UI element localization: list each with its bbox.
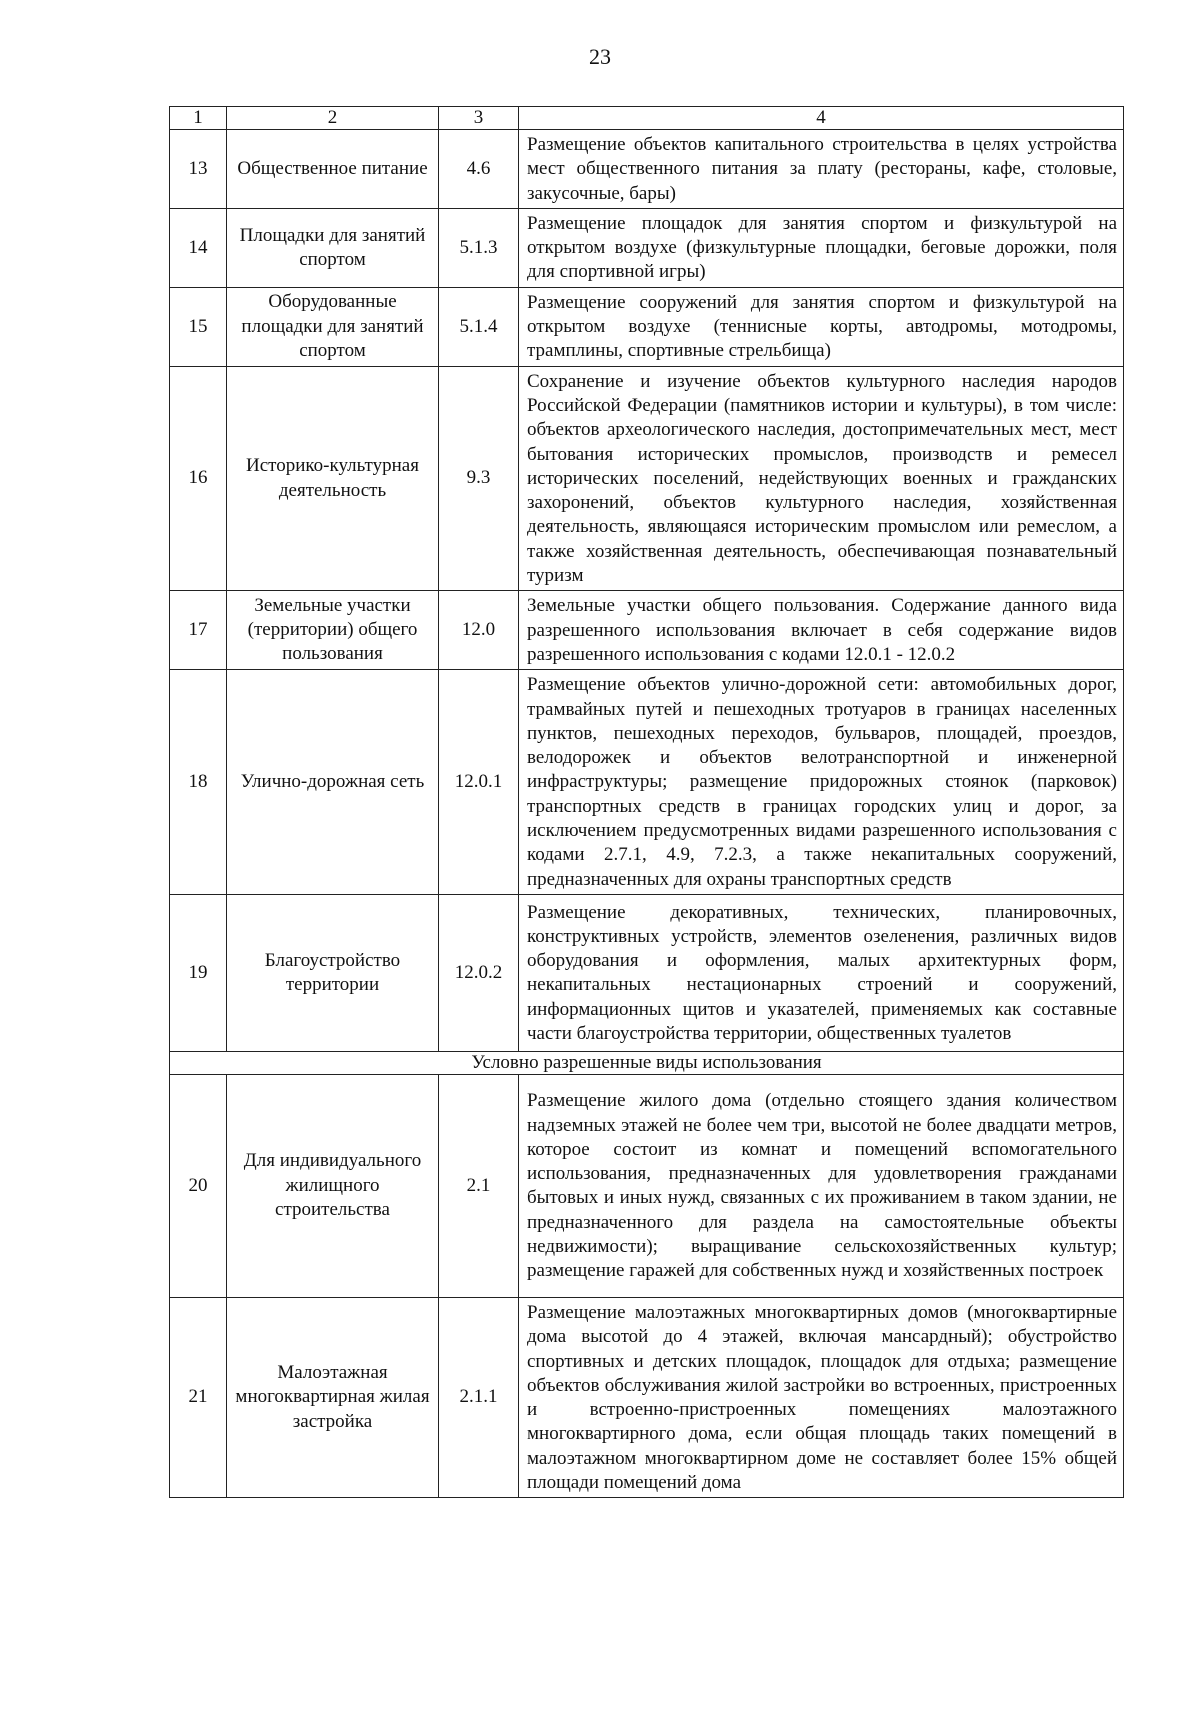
table-row — [170, 1074, 1124, 1297]
use-description: Размещение декоративных, технических, планировочных, конструктивных устройств, элементов озеленения, различных видов оборудования и оформления, малых архитектурных форм, некапитальных нестационарных строений и сооружений, информационных щитов и указателей, применяемых как составные части благоустройства территории, общественных туалетов — [519, 894, 1124, 1051]
use-name: Оборудованные площадки для занятий спортом — [227, 287, 439, 366]
use-code: 5.1.4 — [439, 287, 519, 366]
use-code: 9.3 — [439, 366, 519, 591]
table-row — [170, 591, 1124, 670]
use-code: 2.1 — [439, 1074, 519, 1297]
use-description: Земельные участки общего пользования. Содержание данного вида разрешенного использования включает в себя содержание видов разрешенного использования с кодами 12.0.1 - 12.0.2 — [519, 591, 1124, 670]
table-row — [170, 130, 1124, 209]
column-header-4: 4 — [519, 107, 1124, 130]
use-name: Историко-культурная деятельность — [227, 366, 439, 591]
use-description: Размещение объектов капитального строительства в целях устройства мест общественного питания за плату (рестораны, кафе, столовые, закусочные, бары) — [519, 130, 1124, 209]
use-name: Благоустройство территории — [227, 894, 439, 1051]
column-header-3: 3 — [439, 107, 519, 130]
use-description: Размещение сооружений для занятия спортом и физкультурой на открытом воздухе (теннисные корты, автодромы, мотодромы, трамплины, спортивные стрельбища) — [519, 287, 1124, 366]
row-number: 21 — [170, 1297, 227, 1497]
row-number: 13 — [170, 130, 227, 209]
row-number: 17 — [170, 591, 227, 670]
row-number: 14 — [170, 208, 227, 287]
table-row — [170, 894, 1124, 1051]
column-header-2: 2 — [227, 107, 439, 130]
table-row — [170, 208, 1124, 287]
table-row — [170, 287, 1124, 366]
column-header-1: 1 — [170, 107, 227, 130]
use-description: Сохранение и изучение объектов культурного наследия народов Российской Федерации (памятников истории и культуры), в том числе: объектов археологического наследия, достопримечательных мест, мест бытования исторических промыслов, производств и ремесел исторических поселений, недействующих военных и гражданских захоронений, объектов культурного наследия, хозяйственная деятельность, являющаяся историческим промыслом или ремеслом, а также хозяйственная деятельность, обеспечивающая познавательный туризм — [519, 366, 1124, 591]
use-description: Размещение жилого дома (отдельно стоящего здания количеством надземных этажей не более чем три, высотой не более двадцати метров, которое состоит из комнат и помещений вспомогательного использования, предназначенных для удовлетворения гражданами бытовых и иных нужд, связанных с их проживанием в таком здании, не предназначенного для раздела на самостоятельные объекты недвижимости); выращивание сельскохозяйственных культур; размещение гаражей для собственных нужд и хозяйственных построек — [519, 1074, 1124, 1297]
use-name: Для индивидуального жилищного строительства — [227, 1074, 439, 1297]
row-number: 19 — [170, 894, 227, 1051]
row-number: 15 — [170, 287, 227, 366]
land-use-table — [169, 106, 1124, 1498]
use-code: 2.1.1 — [439, 1297, 519, 1497]
table-row — [170, 1297, 1124, 1497]
section-row — [170, 1051, 1124, 1074]
use-name: Малоэтажная многоквартирная жилая застройка — [227, 1297, 439, 1497]
page-number: 23 — [589, 44, 611, 69]
use-name: Земельные участки (территории) общего пользования — [227, 591, 439, 670]
use-code: 12.0 — [439, 591, 519, 670]
use-code: 12.0.2 — [439, 894, 519, 1051]
permitted-uses-group — [170, 130, 1124, 1052]
conditional-uses-group — [170, 1074, 1124, 1497]
use-description: Размещение объектов улично-дорожной сети: автомобильных дорог, трамвайных путей и пешеходных тротуаров в границах населенных пунктов, пешеходных переходов, бульваров, площадей, проездов, велодорожек и объектов велотранспортной и инженерной инфраструктуры; размещение придорожных стоянок (парковок) транспортных средств в границах городских улиц и дорог, за исключением предусмотренных видами разрешенного использования с кодами 2.7.1, 4.9, 7.2.3, а также некапитальных сооружений, предназначенных для охраны транспортных средств — [519, 670, 1124, 895]
section-title: Условно разрешенные виды использования — [170, 1051, 1124, 1074]
use-description: Размещение малоэтажных многоквартирных домов (многоквартирные дома высотой до 4 этажей, включая мансардный); обустройство спортивных и детских площадок, площадок для отдыха; размещение объектов обслуживания жилой застройки во встроенных, пристроенных и встроенно-пристроенных помещениях малоэтажного многоквартирного дома, если общая площадь таких помещений в малоэтажном многоквартирном доме не составляет более 15% общей площади помещений дома — [519, 1297, 1124, 1497]
use-name: Площадки для занятий спортом — [227, 208, 439, 287]
row-number: 20 — [170, 1074, 227, 1297]
row-number: 16 — [170, 366, 227, 591]
row-number: 18 — [170, 670, 227, 895]
section-header-group — [170, 1051, 1124, 1074]
use-code: 12.0.1 — [439, 670, 519, 895]
use-code: 5.1.3 — [439, 208, 519, 287]
table-row — [170, 670, 1124, 895]
column-number-header-row — [170, 107, 1124, 130]
use-code: 4.6 — [439, 130, 519, 209]
table-row — [170, 366, 1124, 591]
use-name: Общественное питание — [227, 130, 439, 209]
use-name: Улично-дорожная сеть — [227, 670, 439, 895]
use-description: Размещение площадок для занятия спортом и физкультурой на открытом воздухе (физкультурные площадки, беговые дорожки, поля для спортивной игры) — [519, 208, 1124, 287]
